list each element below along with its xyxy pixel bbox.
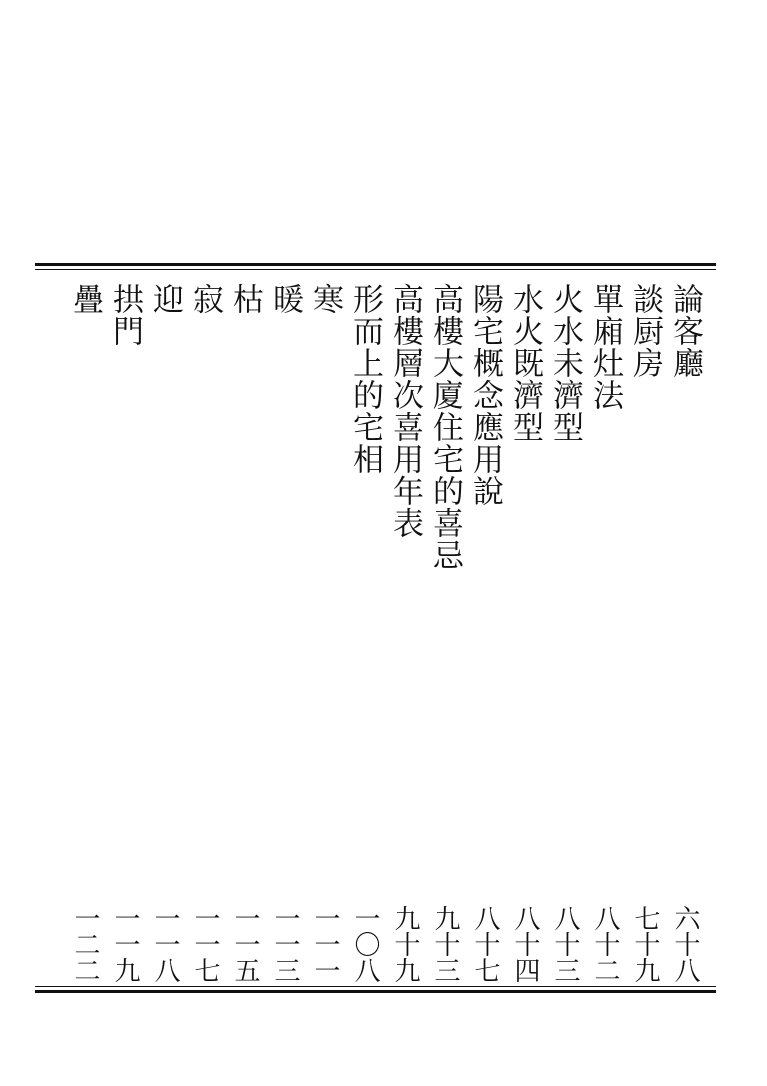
toc-entry[interactable] — [625, 283, 665, 923]
toc-entry-title: 高樓大廈住宅的喜忌 — [427, 283, 463, 571]
top-rule-thin — [35, 269, 716, 270]
toc-entry-title: 高樓層次喜用年表 — [387, 283, 423, 539]
toc-page-number: 一一八 — [150, 905, 180, 983]
toc-entry-title: 迎 — [147, 283, 183, 315]
toc-entry-title: 水火既濟型 — [507, 283, 543, 443]
toc-entry-title: 形而上的宅相 — [347, 283, 383, 475]
toc-page-number: 一〇八 — [350, 905, 380, 983]
toc-page-number: 八十三 — [550, 905, 580, 983]
toc-entry-title: 寒 — [307, 283, 343, 315]
bottom-rule-thick — [35, 990, 716, 993]
toc-page-number: 九十九 — [390, 905, 420, 983]
toc-entry[interactable] — [545, 283, 585, 923]
bottom-rule-thin — [35, 986, 716, 987]
toc-entry[interactable] — [185, 283, 225, 923]
toc-entry-title: 暖 — [267, 283, 303, 315]
toc-entry[interactable] — [345, 283, 385, 923]
page-numbers — [65, 905, 705, 985]
toc-entry-title: 疊 — [67, 283, 103, 315]
toc-entry[interactable] — [105, 283, 145, 923]
toc-page-number: 一二二 — [70, 905, 100, 983]
toc-entry-title: 陽宅概念應用說 — [467, 283, 503, 507]
toc-entry-title: 單廂灶法 — [587, 283, 623, 411]
toc-page-number: 一一三 — [270, 905, 300, 983]
toc-entry[interactable] — [65, 283, 105, 923]
toc-entry[interactable] — [225, 283, 265, 923]
toc-entry[interactable] — [585, 283, 625, 923]
toc-entry[interactable] — [465, 283, 505, 923]
top-rule-thick — [35, 263, 716, 266]
toc-page-number: 九十三 — [430, 905, 460, 983]
toc-entries — [65, 283, 705, 923]
toc-entry-title: 火水未濟型 — [547, 283, 583, 443]
toc-page-number: 一一一 — [310, 905, 340, 983]
toc-entry[interactable] — [385, 283, 425, 923]
toc-entry[interactable] — [505, 283, 545, 923]
toc-entry-title: 論客廳 — [667, 283, 703, 379]
toc-entry-title: 枯 — [227, 283, 263, 315]
toc-entry-title: 寂 — [187, 283, 223, 315]
toc-page-number: 六十八 — [670, 905, 700, 983]
toc-page-number: 八十二 — [590, 905, 620, 983]
toc-entry-title: 談厨房 — [627, 283, 663, 379]
toc-entry[interactable] — [145, 283, 185, 923]
toc-page-number: 一一七 — [190, 905, 220, 983]
toc-entry[interactable] — [265, 283, 305, 923]
toc-entry[interactable] — [665, 283, 705, 923]
toc-page-number: 一一五 — [230, 905, 260, 983]
toc-entry-title: 拱門 — [107, 283, 143, 347]
toc-page-number: 八十四 — [510, 905, 540, 983]
toc-page-number: 七十九 — [630, 905, 660, 983]
toc-entry[interactable] — [305, 283, 345, 923]
toc-entry[interactable] — [425, 283, 465, 923]
toc-page-number: 一一九 — [110, 905, 140, 983]
toc-page-number: 八十七 — [470, 905, 500, 983]
